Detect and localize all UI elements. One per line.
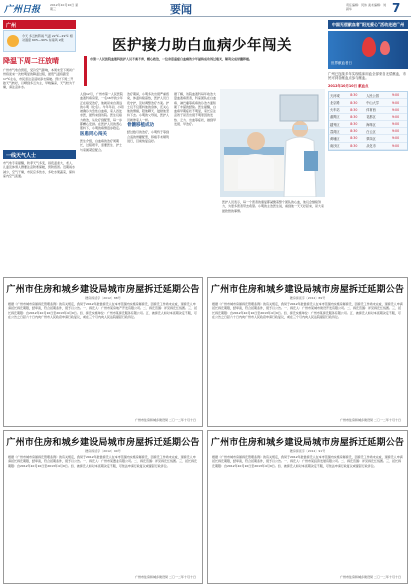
- blood-drop-icon: [362, 37, 376, 57]
- table-cell: 8:30: [349, 106, 365, 113]
- article-col-2: [127, 92, 171, 274]
- article-col-1: [80, 92, 124, 274]
- table-cell: 越秀区: [329, 120, 349, 127]
- blood-donation-banner: [328, 31, 408, 69]
- hospital-photo-illustration: [220, 89, 325, 197]
- editor-credit: 责任编辑：闵伟 美术编辑：刘颖华: [346, 3, 386, 11]
- table-cell: 9:00: [391, 120, 407, 127]
- table-row: [329, 135, 407, 142]
- newspaper-logo: 广州日报: [4, 5, 41, 15]
- table-cell: 番禺区: [329, 113, 349, 120]
- weather-headline: 降温下周二汪放晴: [3, 57, 59, 65]
- table-row: [329, 113, 407, 120]
- table-cell: 9:00: [391, 106, 407, 113]
- weather-header: 广州: [3, 20, 76, 29]
- table-cell: 白云区: [365, 128, 391, 135]
- lead-bar: [84, 56, 87, 86]
- subhead-1: 医患同心闯关: [80, 131, 107, 137]
- right-sidebar: [328, 20, 408, 275]
- table-cell: 8:30: [349, 128, 365, 135]
- masthead: [0, 0, 411, 17]
- table-cell: 8:30: [349, 113, 365, 120]
- weather-body: 广州市气象台预报，受冷空气影响，本周末至下周初广州将迎来一次较明显的降温过程，最低气温将跌至17℃左右，市民需注意适时添衣保暖。预计下周二开始天气转好，以晴到多云为主，早晚偏凉，天气较为干燥，请注意补水。: [3, 68, 76, 90]
- left-block-2: [3, 150, 76, 279]
- weather-text: 今天 多云转阵雨 气温 22℃~29℃ 相对湿度 60%~90% 东南风 2级: [22, 34, 73, 42]
- table-cell: 天河城: [329, 92, 349, 99]
- subhead-2: 骨髓移植成功: [127, 123, 154, 129]
- table-cell: 8:30: [349, 120, 365, 127]
- table-cell: 9:00: [391, 135, 407, 142]
- table-cell: 9:00: [391, 113, 407, 120]
- block2-header: 一线天气人士: [3, 150, 76, 159]
- notice-signature: 广州市住房和城乡建设局 二〇一二年十月十日: [135, 417, 196, 422]
- notice-title: 广州市住房和城乡建设局城市房屋拆迁延期公告: [210, 285, 405, 295]
- article-headline: 医护接力助白血病少年闯关: [112, 37, 292, 54]
- weather-box: [3, 30, 76, 52]
- sun-icon: [7, 35, 19, 47]
- table-row: [329, 142, 407, 149]
- left-sidebar: [3, 20, 76, 275]
- notice-number: 穗房拆延字〔2012〕89号: [289, 296, 326, 300]
- table-row: [329, 120, 407, 127]
- table-cell: 荔湾区: [329, 128, 349, 135]
- notice-signature: 广州市住房和城乡建设局 二〇一二年十月十日: [340, 574, 401, 579]
- article-photo: [220, 89, 325, 197]
- col2-text: 治疗期间，小明多次出现严重感染，体温持续高热，医护人员日夜守护，及时调整治疗方案。护士们不仅照料他的身体，还关心他的情绪，陪他聊天、鼓励他坚持下去。小明的父母说，医护人员就像家人一样。: [127, 92, 170, 122]
- table-cell: 9:00: [391, 99, 407, 106]
- table-cell: 中山大学: [365, 99, 391, 106]
- notice-title: 广州市住房和城乡建设局城市房屋拆迁延期公告: [6, 438, 200, 448]
- notice-body: 根据《广州市城市房屋拆迁管理条例》的有关规定，我局于2012年批准拆迁人在本市范围内实施房屋拆迁，因拆迁工作尚未完成，现拆迁人申请延长拆迁期限，经审查，符合延期条件，现予以公告。一、拆迁人：广州市某城市建设开发有限公司。二、拆迁范围：详见拆迁红线图。三、延长拆迁期限：自2012年10月10日至2013年4月9日。四、拆迁实施单位：广州市某拆迁服务有限公司。五、被拆迁人如对本延期决定不服，可在公告之日起六十日内向广州市人民政府申请行政复议，或在三个月内向人民法院提起行政诉讼。: [212, 302, 403, 320]
- demolition-notice-1: [3, 277, 203, 427]
- table-cell: 9:00: [391, 128, 407, 135]
- col1b-text: 医生介绍，白血病的治疗周期长，过程艰辛，需要医生、护士与家属紧密配合。: [80, 138, 123, 152]
- notice-number: 穗房拆延字〔2012〕91号: [289, 449, 326, 453]
- table-cell: 8:30: [349, 92, 365, 99]
- banner-text: 世界献血者日: [331, 61, 352, 65]
- table-cell: 南沙区: [329, 142, 349, 149]
- col2b-text: 经过数月的治疗，小明终于等到合适的骨髓配型，移植手术顺利进行，目前恢复良好。: [127, 130, 170, 143]
- blood-donation-header: 中国无偿献血者"阳光爱心"活动走进广州: [328, 20, 408, 29]
- notice-body: 根据《广州市城市房屋拆迁管理条例》的有关规定，我局于2012年批准拆迁人在本市范围内实施房屋拆迁，因拆迁工作尚未完成，现拆迁人申请延长拆迁期限，经审查，符合延期条件，现予以公告。一、拆迁人：广州市某置业有限公司。二、拆迁范围：详见拆迁红线图。三、延长拆迁期限：自2012年10月10日至2013年4月9日。四、被拆迁人如对本延期决定不服，可依法申请行政复议或提起行政诉讼。: [8, 455, 198, 468]
- article-col-3: 据了解，该院血液科每年收治大量血液病患者，科室团队在白血病、淋巴瘤等疾病的诊治方面积累了丰富的经验。医生提醒，白血病早期症状不明显，家长应注意孩子是否出现不明原因的发热、乏力、出血等症状，做到早发现、早治疗。: [174, 92, 217, 127]
- notice-signature: 广州市住房和城乡建设局 二〇一二年十月十日: [135, 574, 196, 579]
- table-cell: 海珠区: [365, 120, 391, 127]
- table-cell: 8:30: [349, 135, 365, 142]
- demolition-notice-2: [207, 277, 408, 427]
- table-cell: 9:00: [391, 92, 407, 99]
- demolition-notice-3: [3, 430, 203, 584]
- issue-date: 2012年10月10日 星期三: [50, 3, 79, 11]
- notice-body: 根据《广州市城市房屋拆迁管理条例》的有关规定，我局于2012年批准拆迁人在本市范围内实施房屋拆迁，因拆迁工作尚未完成，现拆迁人申请延长拆迁期限，经审查，符合延期条件，现予以公告。一、拆迁人：广州市某投资发展有限公司。二、拆迁范围：详见拆迁红线图。三、延长拆迁期限：自2012年10月10日至2013年4月9日。四、被拆迁人如对本延期决定不服，可依法申请行政复议或提起行政诉讼。: [212, 455, 403, 468]
- notice-body: 根据《广州市城市房屋拆迁管理条例》的有关规定，我局于2012年批准拆迁人在本市范围内实施房屋拆迁，因拆迁工作尚未完成，现拆迁人申请延长拆迁期限，经审查，符合延期条件，现予以公告。一、拆迁人：广州市某房地产开发有限公司。二、拆迁范围：详见拆迁红线图。三、延长拆迁期限：自2012年10月10日至2013年4月9日。四、拆迁实施单位：广州市某拆迁服务有限公司。五、被拆迁人如对本延期决定不服，可在公告之日起六十日内向广州市人民政府申请行政复议，或在三个月内向人民法院提起行政诉讼。: [8, 302, 198, 320]
- section-title: 要闻: [170, 3, 192, 16]
- table-cell: 黄埔区: [329, 135, 349, 142]
- notice-signature: 广州市住房和城乡建设局 二〇一二年十月十日: [340, 417, 401, 422]
- donation-site-table: [328, 91, 408, 151]
- table-cell: 花都区: [365, 113, 391, 120]
- table-cell: 体育西: [365, 106, 391, 113]
- blood-donation-date: 2012年10月10日 献血点: [328, 83, 369, 88]
- table-row: [329, 99, 407, 106]
- blood-drop-icon-small: [380, 41, 390, 55]
- table-cell: 萝岗区: [365, 135, 391, 142]
- blood-donation-sub: 广州已连续多年实现临床用血全部来自无偿献血，市民可到各献血点参与献血。: [328, 72, 406, 81]
- page-number: 7: [392, 1, 401, 15]
- table-row: [329, 92, 407, 99]
- table-cell: 人民公园: [365, 92, 391, 99]
- table-cell: 9:00: [391, 142, 407, 149]
- table-row: [329, 106, 407, 113]
- article-col-4: 医护人员表示，每一个患者的康复都凝聚着整个团队的心血，他们会继续努力，为更多患者带去希望。小明的主治医生说，看到他一天天好起来，是大家最欣慰的事情。: [222, 200, 325, 213]
- table-cell: 从化市: [365, 142, 391, 149]
- demolition-notice-4: [207, 430, 408, 584]
- notice-number: 穗房拆延字〔2012〕90号: [85, 449, 121, 453]
- notice-number: 穗房拆延字〔2012〕88号: [85, 296, 121, 300]
- table-cell: 8:30: [349, 99, 365, 106]
- notice-title: 广州市住房和城乡建设局城市房屋拆迁延期公告: [210, 438, 405, 448]
- notice-title: 广州市住房和城乡建设局城市房屋拆迁延期公告: [6, 285, 200, 295]
- table-cell: 火车站: [329, 106, 349, 113]
- table-row: [329, 128, 407, 135]
- article-lead: 市第一人民医院血液科医护人员不离不弃，精心救治，一位身患重症白血病的少年最终成功闯过难关，顺利完成骨髓移植。: [90, 57, 253, 61]
- col1-text: 人到12月，广州市第一人民医院血液科病房里，一名16岁的少年正在接受治疗，他就是来自清远的小明（化名）。今年年初，小明被确诊为急性白血病，家人四处求医，最终来到该院。医生们接力救治，从化疗到配型，每一步都精心安排。在医护人员的悉心照料下，小明的病情逐步稳定。: [80, 92, 124, 131]
- table-cell: 北京路: [329, 99, 349, 106]
- block2-body: 市气象专家提醒，秋季天气多变，昼夜温差大，老人、儿童及体弱人群要注意防寒保暖，预防感冒。近期雨水减少，空气干燥，市民应多饮水，多吃水果蔬菜，保持室内空气流通。: [3, 161, 76, 178]
- table-cell: 8:30: [349, 142, 365, 149]
